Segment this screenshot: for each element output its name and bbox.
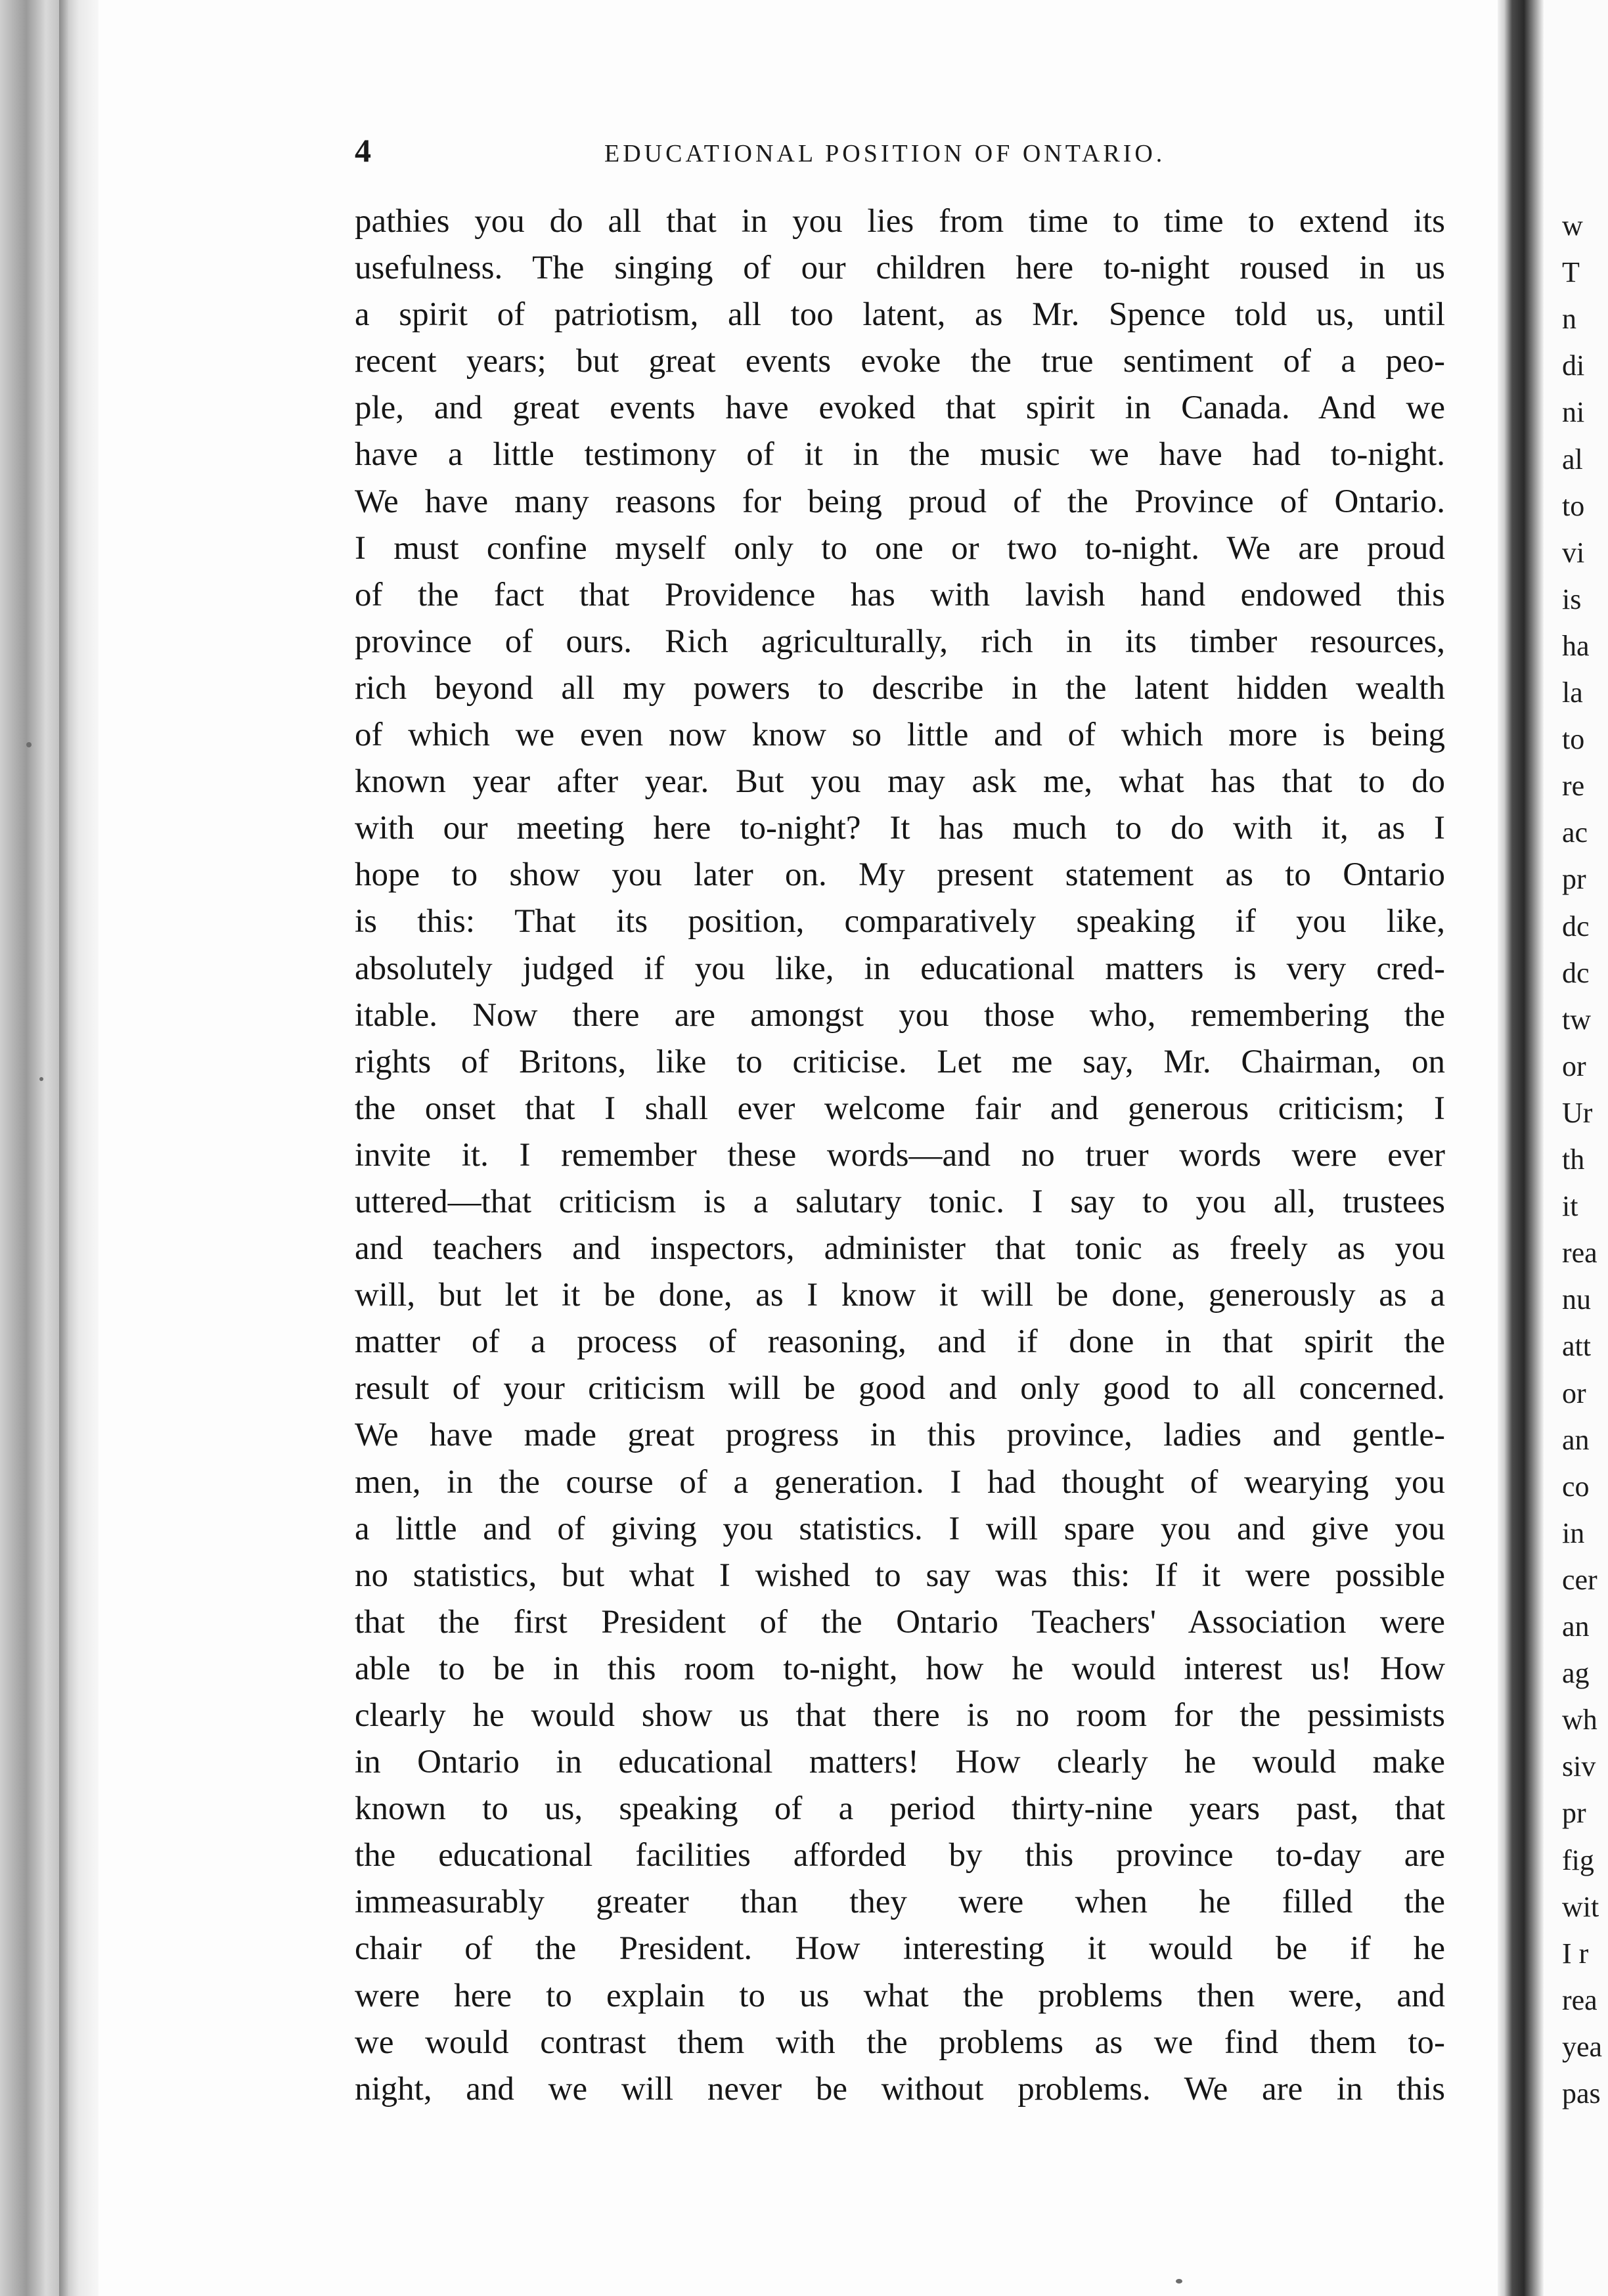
text-line: known to us, speaking of a period thirty-nine years past, that [355,1790,1445,1828]
text-line: we would contrast them with the problems as we find them to- [355,2023,1445,2061]
text-line: and teachers and inspectors, administer that tonic as freely as you [355,1230,1445,1268]
next-page-fragment: co [1562,1470,1590,1503]
next-page-fragment: th [1562,1143,1585,1176]
text-line: a spirit of patriotism, all too latent, as Mr. Spence told us, until [355,296,1445,334]
text-line: able to be in this room to-night, how he would interest us! How [355,1650,1445,1687]
next-page-fragment: I r [1562,1937,1589,1970]
text-line: were here to explain to us what the problems then were, and [355,1977,1445,2014]
body-text [355,198,1445,2113]
next-page-fragment: pr [1562,1797,1586,1830]
text-line: the educational facilities afforded by this province to-day are [355,1837,1445,1874]
text-line: pathies you do all that in you lies from time to time to extend its [355,203,1445,240]
scan-speck [1176,2279,1182,2284]
text-line: with our meeting here to-night? It has much to do with it, as I [355,810,1445,847]
next-page-fragment: tw [1562,1003,1591,1036]
next-page-fragment: or [1562,1049,1586,1082]
text-line: invite it. I remember these words—and no truer words were ever [355,1136,1445,1174]
text-line: matter of a process of reasoning, and if done in that spirit the [355,1323,1445,1361]
text-line: I must confine myself only to one or two to-night. We are proud [355,529,1445,567]
text-line: night, and we will never be without problems. We are in this [355,2070,1445,2108]
text-line: ple, and great events have evoked that spirit in Canada. And we [355,389,1445,427]
next-page-fragment: w [1562,210,1583,242]
next-page-fragment: to [1562,489,1585,522]
text-line: of the fact that Providence has with lavish hand endowed this [355,576,1445,613]
left-binding-shadow [59,0,68,2296]
next-page-fragment: ha [1562,629,1590,662]
next-page-fragment: rea [1562,1983,1597,2016]
text-line: immeasurably greater than they were when he filled the [355,1884,1445,1921]
text-line: chair of the President. How interesting it would be if he [355,1930,1445,1968]
next-page-fragment: ac [1562,816,1588,849]
text-line: result of your criticism will be good and only good to all concerned. [355,1370,1445,1407]
text-line: men, in the course of a generation. I had thought of wearying you [355,1463,1445,1501]
next-page-fragment: Ur [1562,1096,1593,1129]
page-number: 4 [355,132,371,169]
next-page-fragment: an [1562,1423,1590,1456]
next-page-fragment: T [1562,256,1580,289]
text-line: itable. Now there are amongst you those who, remembering the [355,996,1445,1034]
next-page-fragment: ag [1562,1657,1590,1690]
text-line: rich beyond all my powers to describe in the latent hidden wealth [355,669,1445,707]
next-page-fragment: to [1562,723,1585,756]
left-binding-gutter [0,0,99,2296]
text-line: will, but let it be done, as I know it will be done, generously as a [355,1277,1445,1314]
next-page-fragment: or [1562,1377,1586,1409]
next-page-fragment: in [1562,1516,1585,1549]
page [99,0,1498,2296]
next-page-fragment: la [1562,676,1583,709]
scan-speck [26,742,32,747]
text-line: uttered—that criticism is a salutary tonic. I say to you all, trustees [355,1183,1445,1220]
next-page-fragment: al [1562,443,1583,475]
next-page-fragment: att [1562,1330,1591,1363]
next-page-fragment: re [1562,770,1585,803]
text-line: is this: That its position, comparatively speaking if you like, [355,903,1445,940]
text-line: the onset that I shall ever welcome fair and generous criticism; I [355,1090,1445,1127]
next-page-fragment: an [1562,1610,1590,1643]
next-page-edge [1544,0,1608,2296]
text-line: usefulness. The singing of our children here to-night roused in us [355,250,1445,287]
text-line: that the first President of the Ontario Teachers' Association were [355,1603,1445,1641]
text-line: have a little testimony of it in the music we have had to-night. [355,436,1445,474]
next-page-fragment: it [1562,1190,1578,1223]
next-page-fragment: rea [1562,1237,1597,1269]
next-page-fragment: n [1562,303,1576,336]
scan-speck [39,1077,43,1081]
text-line: a little and of giving you statistics. I will spare you and give you [355,1510,1445,1547]
text-line: province of ours. Rich agriculturally, rich in its timber resources, [355,623,1445,660]
next-page-fragment: pr [1562,863,1586,896]
next-page-fragment: dc [1562,910,1590,942]
next-page-fragment: yea [1562,2030,1603,2063]
text-line: clearly he would show us that there is no room for the pessimists [355,1697,1445,1734]
next-page-fragment: cer [1562,1563,1597,1596]
text-line: in Ontario in educational matters! How clearly he would make [355,1744,1445,1781]
next-page-fragment: pas [1562,2077,1601,2109]
text-line: We have made great progress in this province, ladies and gentle- [355,1417,1445,1454]
text-line: no statistics, but what I wished to say was this: If it were possible [355,1556,1445,1594]
next-page-fragment: di [1562,349,1585,382]
next-page-fragment: vi [1562,536,1585,569]
page-fold [1498,0,1544,2296]
text-line: hope to show you later on. My present statement as to Ontario [355,856,1445,894]
text-line: of which we even now know so little and of which more is being [355,717,1445,754]
text-line: known year after year. But you may ask me, what has that to do [355,763,1445,801]
running-title: EDUCATIONAL POSITION OF ONTARIO. [604,140,1166,167]
next-page-fragment: siv [1562,1750,1596,1783]
text-line: absolutely judged if you like, in educational matters is very cred- [355,950,1445,987]
text-line: recent years; but great events evoke the true sentiment of a peo- [355,343,1445,380]
next-page-fragment: fig [1562,1843,1594,1876]
next-page-fragment: is [1562,583,1582,615]
next-page-fragment: nu [1562,1283,1591,1316]
next-page-fragment: ni [1562,396,1585,429]
text-line: rights of Britons, like to criticise. Let me say, Mr. Chairman, on [355,1043,1445,1080]
next-page-fragment: dc [1562,956,1590,989]
text-line: We have many reasons for being proud of the Province of Ontario. [355,483,1445,520]
next-page-fragment: wh [1562,1704,1597,1736]
next-page-fragment: wit [1562,1890,1599,1923]
